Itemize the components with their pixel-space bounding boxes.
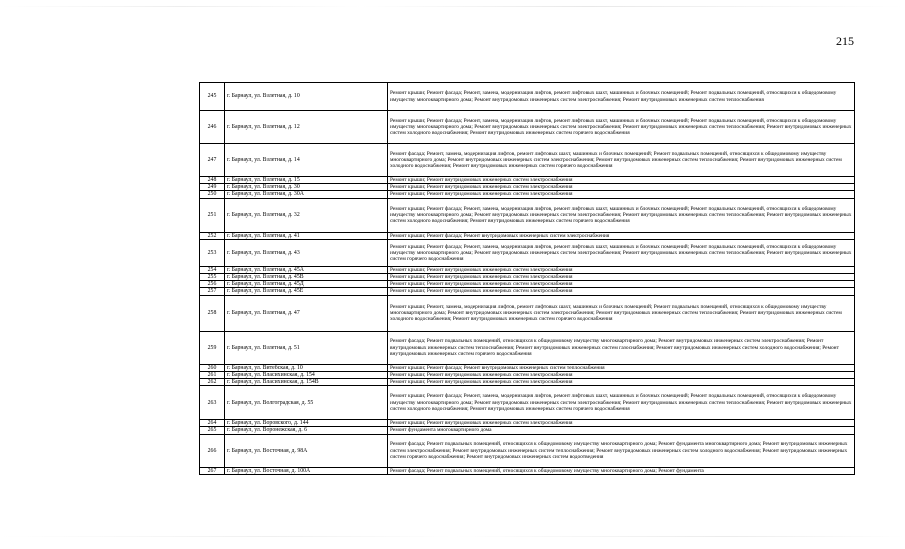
- row-number: 260: [200, 364, 225, 371]
- works-cell: Ремонт крыши; Ремонт внутридомовых инженерных систем электроснабжения: [388, 288, 855, 295]
- table-row: [200, 467, 855, 474]
- address-cell: г. Барнаул, ул. Взлетная, д. 51: [225, 331, 388, 364]
- works-cell: Ремонт крыши; Ремонт фасада; Ремонт, замена, модернизация лифтов, ремонт лифтовых шахт, машинных и блочных помещений; Ремонт подвальных помещений, относящихся к общедомовому имуществу многоквартирного дома; Ремонт внутридомовых инженерных систем электроснабжения; Ремонт внутридомовых инженерных систем теплоснабжения; Ремонт внутридомовых инженерных систем холодного водоснабжения; Ремонт внутридомовых инженерных систем горячего водоснабжения: [388, 111, 855, 144]
- works-cell: Ремонт фасада; Ремонт подвальных помещений, относящихся к общедомовому имуществу многоквартирного дома; Ремонт фундамента многоквартирного дома; Ремонт внутридомовых инженерных систем электроснабжения; Ремонт внутридомовых инженерных систем теплоснабжения; Ремонт внутридомовых инженерных систем холодного водоснабжения; Ремонт внутридомовых инженерных систем горячего водоснабжения; Ремонт внутридомовых инженерных систем водоотведения: [388, 434, 855, 467]
- table-row: [200, 83, 855, 111]
- row-number: 258: [200, 295, 225, 331]
- row-number: 257: [200, 288, 225, 295]
- works-cell: Ремонт крыши; Ремонт фасада; Ремонт внутридомовых инженерных систем электроснабжения: [388, 232, 855, 239]
- table-row: [200, 379, 855, 386]
- address-cell: г. Барнаул, ул. Взлетная, д. 47: [225, 295, 388, 331]
- table-row: [200, 364, 855, 371]
- table-row: [200, 288, 855, 295]
- works-cell: Ремонт крыши; Ремонт внутридомовых инженерных систем электроснабжения: [388, 266, 855, 273]
- works-cell: Ремонт крыши; Ремонт фасада; Ремонт внутридомовых инженерных систем теплоснабжения: [388, 364, 855, 371]
- page-number: 215: [836, 34, 854, 48]
- address-cell: г. Барнаул, ул. Власихинская, д. 154В: [225, 379, 388, 386]
- table-row: [200, 420, 855, 427]
- works-cell: Ремонт крыши; Ремонт внутридомовых инженерных систем электроснабжения: [388, 184, 855, 191]
- address-cell: г. Барнаул, ул. Взлетная, д. 30: [225, 184, 388, 191]
- works-cell: Ремонт крыши; Ремонт внутридомовых инженерных систем электроснабжения: [388, 177, 855, 184]
- works-cell: Ремонт крыши; Ремонт внутридомовых инженерных систем электроснабжения: [388, 420, 855, 427]
- works-cell: Ремонт крыши; Ремонт фасада; Ремонт, замена, модернизация лифтов, ремонт лифтовых шахт, машинных и блочных помещений; Ремонт подвальных помещений, относящихся к общедомовому имуществу многоквартирного дома; Ремонт внутридомовых инженерных систем электроснабжения; Ремонт внутридомовых инженерных систем теплоснабжения; Ремонт внутридомовых инженерных систем холодного водоснабжения; Ремонт внутридомовых инженерных систем горячего водоснабжения: [388, 198, 855, 232]
- address-cell: г. Барнаул, ул. Воронежская, д. 6: [225, 427, 388, 434]
- row-number: 265: [200, 427, 225, 434]
- works-cell: Ремонт крыши; Ремонт внутридомовых инженерных систем электроснабжения: [388, 274, 855, 281]
- table-row: [200, 111, 855, 144]
- table-row: [200, 274, 855, 281]
- row-number: 248: [200, 177, 225, 184]
- table-body: [200, 83, 855, 475]
- works-cell: Ремонт крыши; Ремонт фасада; Ремонт, замена, модернизация лифтов, ремонт лифтовых шахт, машинных и блочных помещений; Ремонт подвальных помещений, относящихся к общедомовому имуществу многоквартирного дома; Ремонт внутридомовых инженерных систем электроснабжения; Ремонт внутридомовых инженерных систем теплоснабжения: [388, 83, 855, 111]
- address-cell: г. Барнаул, ул. Взлетная, д. 14: [225, 144, 388, 177]
- address-cell: г. Барнаул, ул. Волгоградская, д. 55: [225, 386, 388, 420]
- address-cell: г. Барнаул, ул. Взлетная, д. 45Е: [225, 288, 388, 295]
- address-cell: г. Барнаул, ул. Витебская, д. 10: [225, 364, 388, 371]
- row-number: 250: [200, 191, 225, 198]
- table-row: [200, 184, 855, 191]
- table-row: [200, 191, 855, 198]
- table-row: [200, 281, 855, 288]
- table-row: [200, 295, 855, 331]
- address-cell: г. Барнаул, ул. Воровского, д. 144: [225, 420, 388, 427]
- row-number: 249: [200, 184, 225, 191]
- row-number: 261: [200, 371, 225, 378]
- address-cell: г. Барнаул, ул. Власихинская, д. 154: [225, 371, 388, 378]
- address-cell: г. Барнаул, ул. Взлетная, д. 45А: [225, 266, 388, 273]
- address-cell: г. Барнаул, ул. Взлетная, д. 41: [225, 232, 388, 239]
- works-cell: Ремонт крыши; Ремонт, замена, модернизация лифтов, ремонт лифтовых шахт, машинных и блочных помещений; Ремонт подвальных помещений, относящихся к общедомовому имуществу многоквартирного дома; Ремонт внутридомовых инженерных систем электроснабжения; Ремонт внутридомовых инженерных систем теплоснабжения; Ремонт внутридомовых инженерных систем холодного водоснабжения; Ремонт внутридомовых инженерных систем горячего водоснабжения: [388, 295, 855, 331]
- table-row: [200, 427, 855, 434]
- works-cell: Ремонт фасада; Ремонт подвальных помещений, относящихся к общедомовому имуществу многоквартирного дома; Ремонт фундамента: [388, 467, 855, 474]
- works-cell: Ремонт крыши; Ремонт внутридомовых инженерных систем электроснабжения: [388, 379, 855, 386]
- table-row: [200, 386, 855, 420]
- works-cell: Ремонт фасада; Ремонт подвальных помещений, относящихся к общедомовому имуществу многоквартирного дома; Ремонт внутридомовых инженерных систем электроснабжения; Ремонт внутридомовых инженерных систем теплоснабжения; Ремонт внутридомовых инженерных систем газоснабжения; Ремонт внутридомовых инженерных систем холодного водоснабжения; Ремонт внутридомовых инженерных систем горячего водоснабжения: [388, 331, 855, 364]
- address-cell: г. Барнаул, ул. Восточная, д. 100А: [225, 467, 388, 474]
- row-number: 262: [200, 379, 225, 386]
- table-row: [200, 144, 855, 177]
- address-cell: г. Барнаул, ул. Взлетная, д. 10: [225, 83, 388, 111]
- row-number: 259: [200, 331, 225, 364]
- address-cell: г. Барнаул, ул. Взлетная, д. 43: [225, 239, 388, 266]
- table-row: [200, 331, 855, 364]
- table-row: [200, 232, 855, 239]
- works-cell: Ремонт крыши; Ремонт внутридомовых инженерных систем электроснабжения: [388, 191, 855, 198]
- row-number: 255: [200, 274, 225, 281]
- table-row: [200, 434, 855, 467]
- works-cell: Ремонт крыши; Ремонт фасада; Ремонт, замена, модернизация лифтов, ремонт лифтовых шахт, машинных и блочных помещений; Ремонт подвальных помещений, относящихся к общедомовому имуществу многоквартирного дома; Ремонт внутридомовых инженерных систем электроснабжения; Ремонт внутридомовых инженерных систем теплоснабжения; Ремонт внутридомовых инженерных систем холодного водоснабжения; Ремонт внутридомовых инженерных систем горячего водоснабжения: [388, 386, 855, 420]
- address-cell: г. Барнаул, ул. Взлетная, д. 12: [225, 111, 388, 144]
- works-cell: Ремонт крыши; Ремонт фасада; Ремонт, замена, модернизация лифтов, ремонт лифтовых шахт, машинных и блочных помещений; Ремонт подвальных помещений, относящихся к общедомовому имуществу многоквартирного дома; Ремонт внутридомовых инженерных систем электроснабжения; Ремонт внутридомовых инженерных систем теплоснабжения; Ремонт внутридомовых инженерных систем горячего водоснабжения: [388, 239, 855, 266]
- row-number: 251: [200, 198, 225, 232]
- row-number: 267: [200, 467, 225, 474]
- address-cell: г. Барнаул, ул. Взлетная, д. 15: [225, 177, 388, 184]
- address-cell: г. Барнаул, ул. Взлетная, д. 45В: [225, 274, 388, 281]
- address-cell: г. Барнаул, ул. Взлетная, д. 45Д: [225, 281, 388, 288]
- works-cell: Ремонт крыши; Ремонт внутридомовых инженерных систем электроснабжения: [388, 281, 855, 288]
- row-number: 252: [200, 232, 225, 239]
- address-cell: г. Барнаул, ул. Восточная, д. 98А: [225, 434, 388, 467]
- row-number: 263: [200, 386, 225, 420]
- table-row: [200, 177, 855, 184]
- row-number: 246: [200, 111, 225, 144]
- row-number: 266: [200, 434, 225, 467]
- table-row: [200, 266, 855, 273]
- works-cell: Ремонт крыши; Ремонт внутридомовых инженерных систем электроснабжения: [388, 371, 855, 378]
- table-row: [200, 198, 855, 232]
- row-number: 264: [200, 420, 225, 427]
- row-number: 256: [200, 281, 225, 288]
- row-number: 247: [200, 144, 225, 177]
- works-cell: Ремонт фундамента многоквартирного дома: [388, 427, 855, 434]
- row-number: 253: [200, 239, 225, 266]
- table-row: [200, 239, 855, 266]
- row-number: 254: [200, 266, 225, 273]
- table-row: [200, 371, 855, 378]
- scan-artifact-top: [0, 6, 905, 7]
- address-cell: г. Барнаул, ул. Взлетная, д. 32: [225, 198, 388, 232]
- scan-artifact-bottom: [0, 536, 905, 537]
- object-list-table: [199, 82, 855, 475]
- row-number: 245: [200, 83, 225, 111]
- address-cell: г. Барнаул, ул. Взлетная, д. 30А: [225, 191, 388, 198]
- works-cell: Ремонт фасада; Ремонт, замена, модернизация лифтов, ремонт лифтовых шахт, машинных и блочных помещений; Ремонт подвальных помещений, относящихся к общедомовому имуществу многоквартирного дома; Ремонт внутридомовых инженерных систем электроснабжения; Ремонт внутридомовых инженерных систем теплоснабжения; Ремонт внутридомовых инженерных систем холодного водоснабжения; Ремонт внутридомовых инженерных систем горячего водоснабжения: [388, 144, 855, 177]
